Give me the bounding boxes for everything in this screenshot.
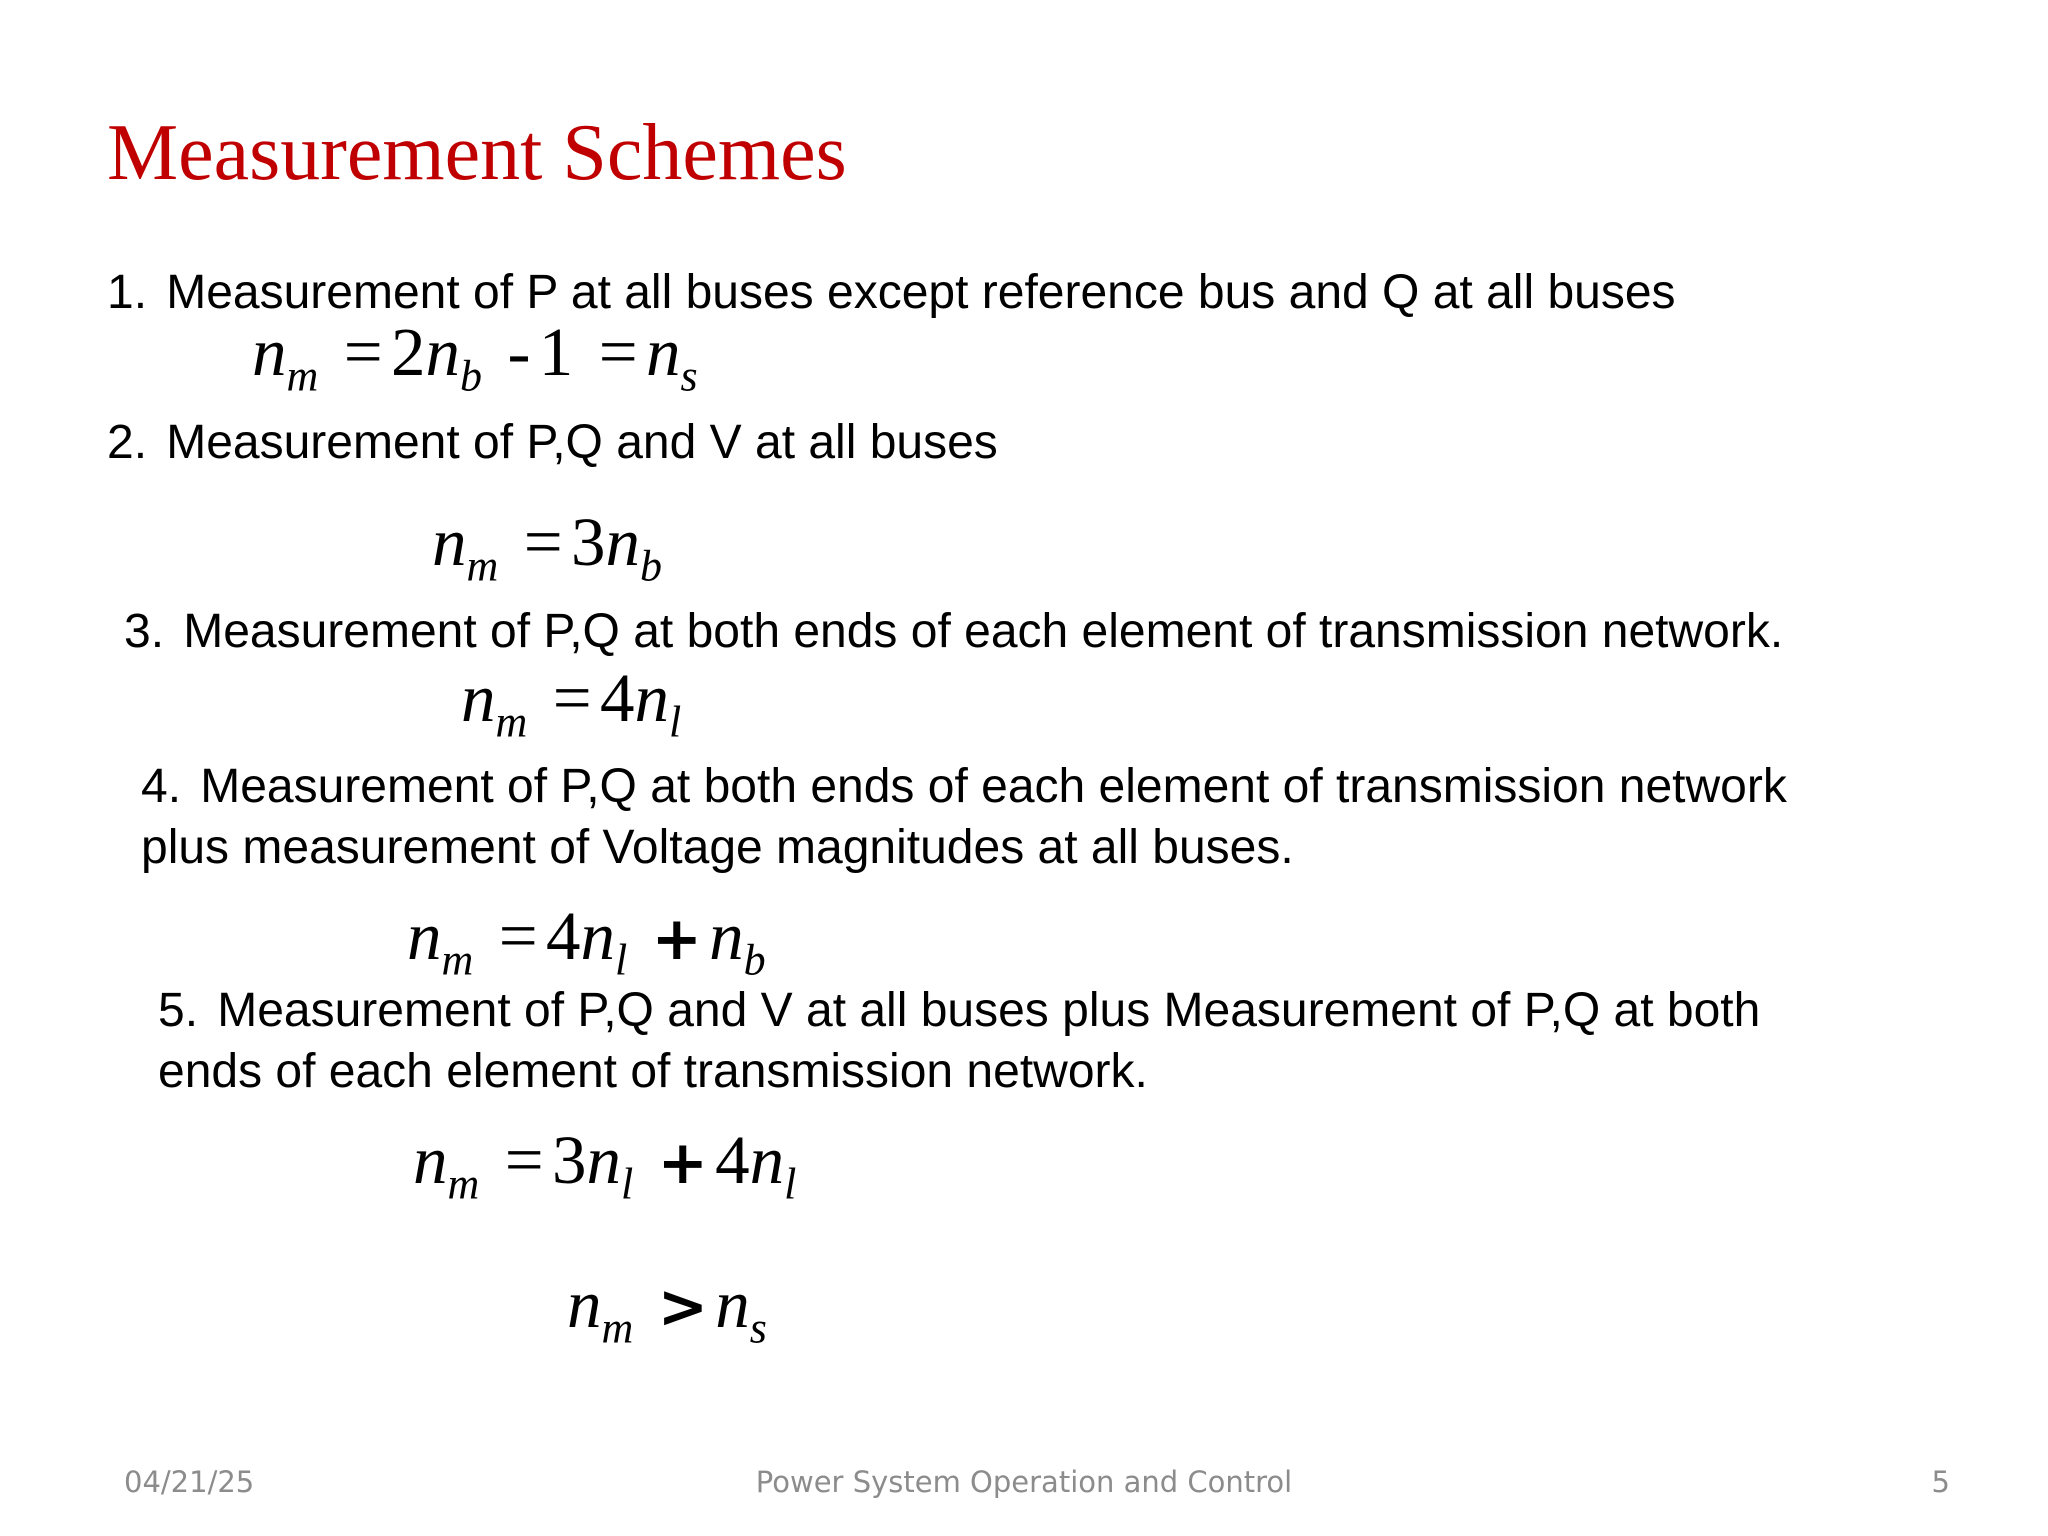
equation-1: $n_m = 2n_b - 1 = n_s$ (252, 314, 698, 401)
equation-5: $n_m = 3n_l + 4n_l$ (413, 1122, 797, 1209)
list-item-3 (124, 601, 1783, 662)
item-number: 5. (158, 984, 199, 1037)
list-item-2 (107, 412, 998, 473)
item-text: Measurement of P,Q and V at all buses (166, 416, 998, 469)
footer-title: Power System Operation and Control (755, 1465, 1293, 1499)
equation-4: $n_m = 4n_l + n_b$ (407, 898, 766, 985)
item-number: 3. (124, 605, 165, 658)
item-text: Measurement of P,Q at both ends of each element of transmission network. (183, 605, 1784, 658)
list-item-5 (158, 980, 1760, 1102)
item-text: Measurement of P at all buses except reference bus and Q at all buses (166, 266, 1676, 319)
equation-6: $n_m > n_s$ (567, 1266, 767, 1353)
item-text-line-2: ends of each element of transmission network. (158, 1045, 1148, 1098)
slide-title: Measurement Schemes (107, 109, 847, 197)
item-text-line-2: plus measurement of Voltage magnitudes at all buses. (141, 821, 1294, 874)
equation-3: $n_m = 4n_l$ (461, 660, 682, 747)
equation-2: $n_m = 3n_b$ (432, 504, 662, 591)
footer-date: 04/21/25 (124, 1465, 255, 1499)
list-item-4 (141, 756, 1787, 878)
item-number: 1. (107, 266, 148, 319)
item-number: 2. (107, 416, 148, 469)
item-number: 4. (141, 760, 182, 813)
item-text-line-1: Measurement of P,Q at both ends of each element of transmission network (200, 760, 1787, 813)
list-item-1 (107, 262, 1676, 323)
item-text-line-1: Measurement of P,Q and V at all buses plus Measurement of P,Q at both (217, 984, 1761, 1037)
slide-number: 5 (1931, 1465, 1950, 1499)
